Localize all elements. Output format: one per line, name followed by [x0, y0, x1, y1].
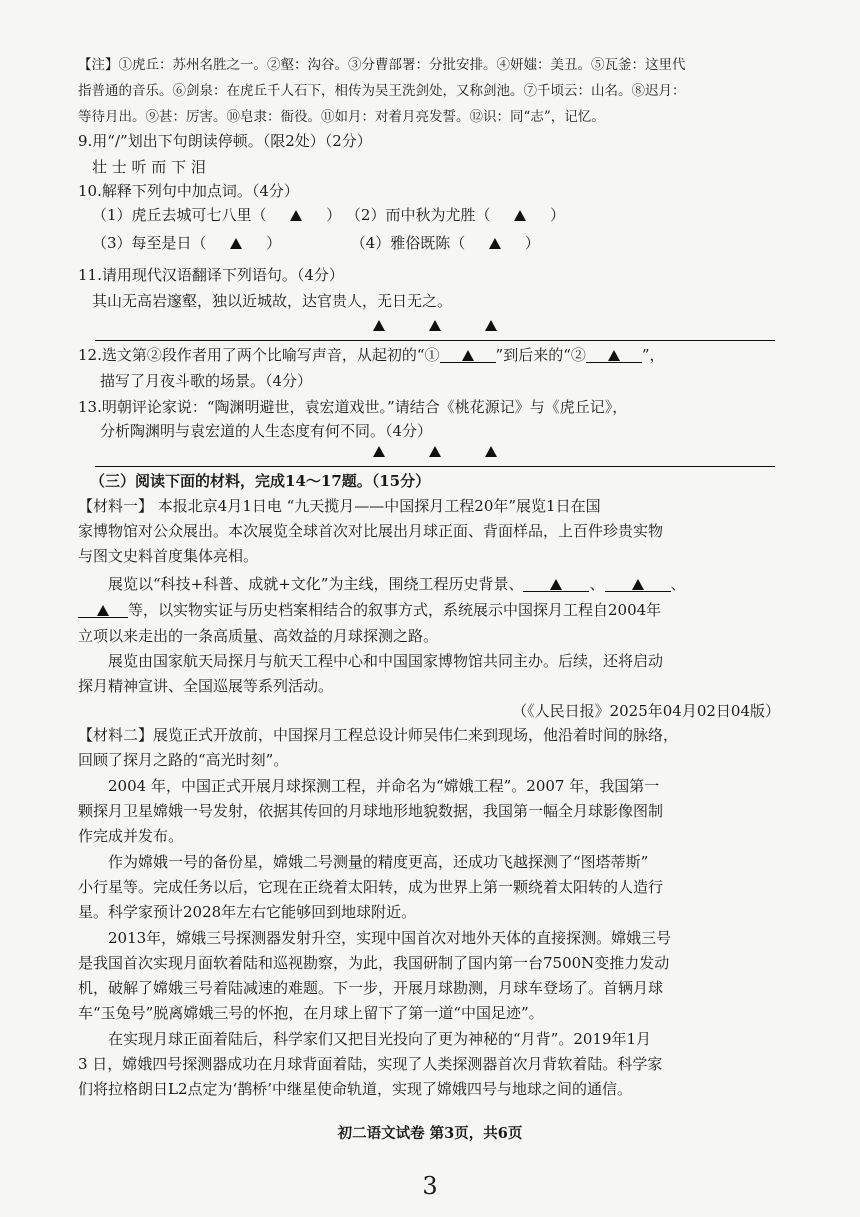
material1-blank-2[interactable]: [605, 577, 671, 592]
triangle-icon: [230, 238, 242, 249]
triangle-icon: [97, 605, 109, 616]
q12-line-1: 12.选文第②段作者用了两个比喻写声音，从起初的“① ”到后来的“② ”，: [78, 346, 665, 364]
material1-line-8: 探月精神宣讲、全国巡展等系列活动。: [78, 677, 334, 695]
material2-line-2: 回顾了探月之路的“高光时刻”。: [78, 751, 289, 769]
material2-line-3: 2004 年，中国正式开展月球探测工程，并命名为“嫦娥工程”。2007 年，我国第一: [108, 777, 660, 795]
q10-prompt: 10.解释下列句中加点词。（4分）: [78, 182, 299, 200]
triangle-icon: [429, 446, 441, 457]
q10-item-2: （2）而中秋为尤胜（: [345, 206, 491, 224]
material2-line-6: 作为嫦娥一号的备份星，嫦娥二号测量的精度更高，还成功飞越探测了“图塔蒂斯”: [108, 853, 649, 871]
q11-sentence: 其山无高岩邃壑，独以近城故，达官贵人，无日无之。: [92, 292, 453, 310]
triangle-icon: [608, 350, 620, 361]
note-line-1: 【注】①虎丘：苏州名胜之一。②壑：沟谷。③分曹部署：分批安排。④妍媸：美丑。⑤瓦釜：这里代: [78, 57, 686, 73]
material1-line-2: 家博物馆对公众展出。本次展览全球首次对比展出月球正面、背面样品，上百件珍贵实物: [78, 522, 664, 540]
note-line-3: 等待月出。⑨甚：厉害。⑩皂隶：衙役。⑪如月：对着月亮发誓。⑫识：同“志”，记忆。: [78, 109, 605, 125]
triangle-icon: [632, 579, 644, 590]
q10-item-4-answer[interactable]: [470, 232, 520, 254]
triangle-icon: [485, 446, 497, 457]
material1-line-6: 立项以来走出的一条高质量、高效益的月球探测之路。: [78, 627, 439, 645]
q10-row-1: （1）虎丘去城可七八里（ ） （2）而中秋为尤胜（ ）: [92, 206, 566, 224]
q11-prompt: 11.请用现代汉语翻译下列语句。（4分）: [78, 266, 344, 284]
material1-line-4: 展览以“科技+科普、成就+文化”为主线，围绕工程历史背景、 、 、: [108, 575, 686, 593]
material1-blank-1[interactable]: [523, 577, 589, 592]
material1-source: （《人民日报》2025年04月02日04版）: [512, 702, 780, 720]
q12-line-2: 描写了月夜斗歌的场景。（4分）: [100, 372, 313, 390]
q13-line-1: 13.明朝评论家说：“陶渊明避世，袁宏道戏世。”请结合《桃花源记》与《虎丘记》，: [78, 398, 628, 416]
material2-line-12: 车“玉兔号”脱离嫦娥三号的怀抱，在月球上留下了第一道“中国足迹”。: [78, 1004, 544, 1022]
triangle-icon: [514, 210, 526, 221]
page-number: 3: [422, 1172, 438, 1200]
material2-line-8: 星。科学家预计2028年左右它能够回到地球附近。: [78, 903, 417, 921]
page-footer: 初二语文试卷 第3页，共6页: [337, 1125, 523, 1142]
material2-line-15: 们将拉格朗日L2点定为‘鹊桥’中继星使命轨道，实现了嫦娥四号与地球之间的通信。: [78, 1080, 633, 1098]
material1-line-3: 与图文史料首度集体亮相。: [78, 547, 259, 565]
q9-sentence: 壮 士 听 而 下 泪: [92, 158, 206, 176]
note-line-2: 指普通的音乐。⑥剑泉：在虎丘千人石下，相传为吴王洗剑处，又称剑池。⑦千顷云：山名。⑧迟月：: [78, 83, 686, 99]
material1-line-1: 【材料一】 本报北京4月1日电 “九天揽月——中国探月工程20年”展览1日在国: [78, 497, 601, 515]
triangle-icon: [429, 320, 441, 331]
q10-item-3-answer[interactable]: [211, 232, 261, 254]
triangle-icon: [485, 320, 497, 331]
material1-line-7: 展览由国家航天局探月与航天工程中心和中国国家博物馆共同主办。后续，还将启动: [108, 652, 664, 670]
q12-blank-2[interactable]: [586, 348, 642, 363]
material2-line-9: 2013年，嫦娥三号探测器发射升空，实现中国首次对地外天体的直接探测。嫦娥三号: [108, 929, 672, 947]
triangle-icon: [550, 579, 562, 590]
q10-item-4: （4）雅俗既陈（: [350, 234, 466, 252]
q9-prompt: 9.用“/”划出下句朗读停顿。（限2处）（2分）: [78, 132, 372, 150]
material2-line-5: 作完成并发布。: [78, 827, 184, 845]
q10-item-2-answer[interactable]: [495, 204, 545, 226]
q13-line-2: 分析陶渊明与袁宏道的人生态度有何不同。（4分）: [100, 422, 433, 440]
material2-line-11: 机，破解了嫦娥三号着陆减速的难题。下一步，开展月球勘测，月球车登场了。首辆月球: [78, 979, 664, 997]
material2-line-10: 是我国首次实现月面软着陆和巡视勘察，为此，我国研制了国内第一台7500N变推力发动: [78, 954, 670, 972]
material2-line-13: 在实现月球正面着陆后，科学家们又把目光投向了更为神秘的“月背”。2019年1月: [108, 1030, 652, 1048]
triangle-icon: [373, 320, 385, 331]
material1-line-5: 等，以实物实证与历史档案相结合的叙事方式，系统展示中国探月工程自2004年: [78, 599, 778, 621]
q10-item-1: （1）虎丘去城可七八里（: [92, 206, 267, 224]
material1-blank-3[interactable]: [78, 603, 128, 618]
section-3-heading: （三）阅读下面的材料，完成14～17题。（15分）: [90, 472, 431, 490]
q10-item-1-answer[interactable]: [271, 204, 321, 226]
material2-line-14: 3 日，嫦娥四号探测器成功在月球背面着陆，实现了人类探测器首次月背软着陆。科学家: [78, 1055, 663, 1073]
triangle-icon: [373, 446, 385, 457]
q10-row-2: （3）每至是日（ ） （4）雅俗既陈（ ）: [92, 234, 540, 252]
triangle-icon: [462, 350, 474, 361]
q10-item-3: （3）每至是日（: [92, 234, 207, 252]
q11-answer-line[interactable]: [95, 314, 775, 341]
triangle-icon: [489, 238, 501, 249]
triangle-icon: [290, 210, 302, 221]
q12-blank-1[interactable]: [440, 348, 496, 363]
material2-line-1: 【材料二】展览正式开放前，中国探月工程总设计师吴伟仁来到现场，他沿着时间的脉络，: [78, 726, 679, 744]
material2-line-4: 颗探月卫星嫦娥一号发射，依据其传回的月球地形地貌数据，我国第一幅全月球影像图制: [78, 802, 664, 820]
q13-answer-line[interactable]: [95, 440, 775, 467]
material2-line-7: 小行星等。完成任务以后，它现在正绕着太阳转，成为世界上第一颗绕着太阳转的人造行: [78, 878, 664, 896]
